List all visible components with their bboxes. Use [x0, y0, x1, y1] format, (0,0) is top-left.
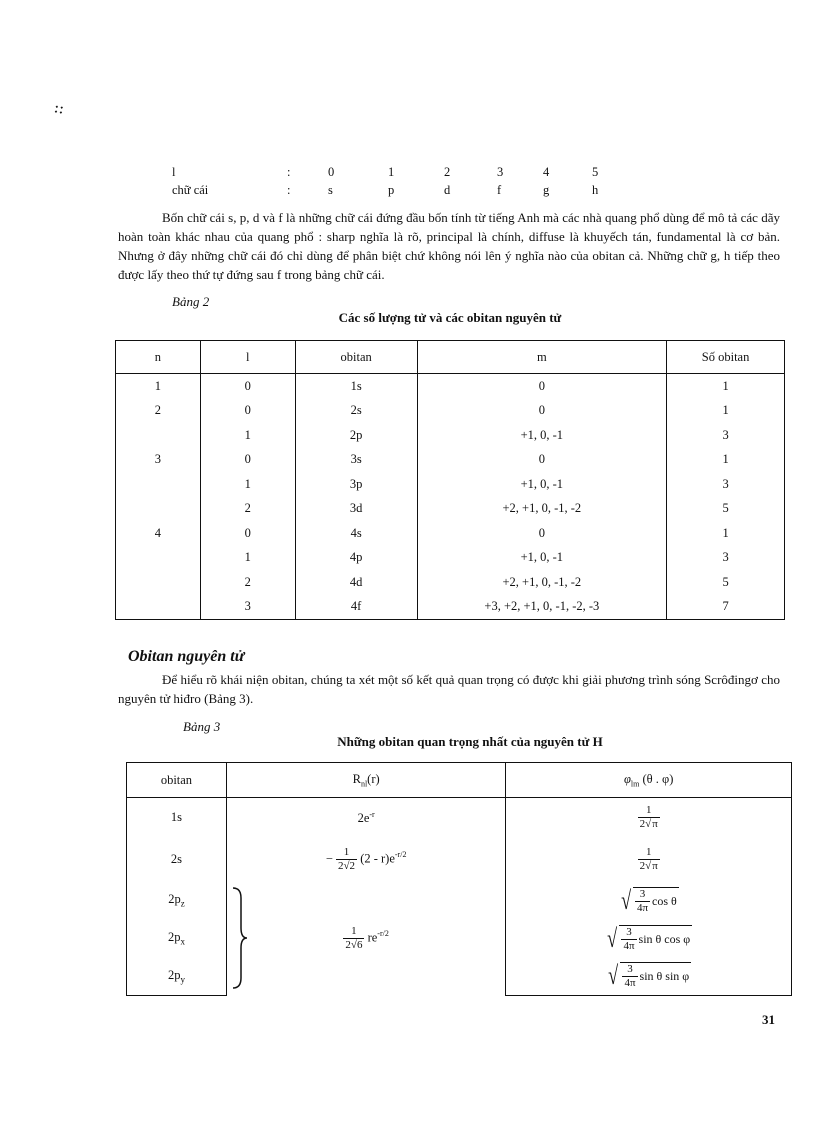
cell-orbital: 4s	[295, 521, 417, 546]
cell-m: +1, 0, -1	[417, 472, 667, 497]
orbital-subscript: z	[180, 898, 185, 909]
angular-cell	[506, 882, 792, 920]
cell-orbital: 4d	[295, 570, 417, 595]
radial-cell	[226, 882, 506, 996]
section-paragraph	[118, 670, 780, 708]
den-radicand: π	[652, 860, 658, 872]
den-coef: 2	[639, 860, 646, 872]
cell-orbital: 2s	[295, 399, 417, 424]
fraction-denominator: 2√π	[639, 860, 658, 872]
hydrogen-orbitals-table	[126, 762, 792, 996]
cell-l: 3	[200, 595, 295, 620]
table-row	[116, 448, 785, 473]
cell-l: 1	[200, 546, 295, 571]
formula-text: re	[367, 930, 378, 945]
angular-cell	[506, 798, 792, 838]
angular-cell	[506, 920, 792, 958]
quantum-numbers-table	[115, 340, 785, 620]
phi-subscript: lm	[630, 779, 640, 789]
fraction-denominator: 4π	[624, 977, 636, 990]
cell-n: 4	[116, 521, 201, 546]
table-row	[116, 521, 785, 546]
fraction-numerator: 1	[638, 846, 660, 860]
fraction-numerator: 1	[336, 846, 357, 860]
fraction-denominator: 4π	[623, 939, 635, 952]
cell-n	[116, 472, 201, 497]
mapping-colon: :	[287, 165, 291, 179]
table-row	[116, 570, 785, 595]
cell-l: 1	[200, 472, 295, 497]
radical: √ $\frac{3}{4\pi}$ sin θ sin φ	[608, 961, 690, 991]
table3-caption: Bảng 3	[183, 719, 221, 734]
cell-n: 1	[116, 374, 201, 399]
mapping-letter: d	[444, 183, 451, 197]
table-row	[116, 595, 785, 620]
table-row	[116, 546, 785, 571]
fraction	[621, 926, 636, 953]
table-row	[116, 399, 785, 424]
cell-n	[116, 546, 201, 571]
cell-l: 0	[200, 399, 295, 424]
table2-title: Các số lượng tử và các obitan nguyên tử	[338, 310, 562, 325]
table2-caption: Bảng 2	[172, 294, 210, 309]
orbital-cell: $2p_x$	[127, 920, 227, 958]
cell-count: 3	[667, 423, 785, 448]
cell-m: +3, +2, +1, 0, -1, -2, -3	[417, 595, 667, 620]
radical: √ $\frac{3}{4\pi}$ sin θ cos φ	[607, 923, 691, 953]
fraction	[638, 846, 660, 873]
table-header-row	[127, 763, 792, 798]
cell-n: 3	[116, 448, 201, 473]
page-number: 31	[762, 1012, 775, 1027]
mapping-value: 4	[543, 165, 550, 179]
phi-symbol: φ	[624, 771, 631, 786]
fraction-denominator: 4π	[636, 901, 648, 914]
trig-term: cos θ	[652, 893, 677, 908]
header-angular	[506, 763, 792, 798]
formula-text: 2e	[357, 810, 370, 825]
paragraph-text: Bốn chữ cái s, p, d và f là những chữ cái đứng đầu bốn tính từ tiếng Anh mà các nhà quang phổ dùng để mô tả các dãy hoàn toàn khác nhau của quang phổ : sharp nghĩa là rõ, principal là chính, diffuse là khuyếch tán, fundamental là cơ bản. Nhưng ở đây những chữ cái đó chỉ dùng để phân biệt chứ không nói lên ý nghĩa nào của obitan cả. Những chữ g, h tiếp theo được lấy theo thứ tự đứng sau f trong bảng chữ cái.	[118, 210, 780, 282]
mapping-value: 5	[592, 165, 599, 179]
table-row	[127, 838, 792, 882]
table3-title: Những obitan quan trọng nhất của nguyên tử H	[337, 734, 603, 749]
cell-count: 7	[667, 595, 785, 620]
radical: √ $\frac{3}{4\pi}$ cos θ	[620, 885, 677, 915]
mapping-letter: h	[592, 183, 599, 197]
cell-m: +1, 0, -1	[417, 546, 667, 571]
cell-n	[116, 497, 201, 522]
angular-cell	[506, 838, 792, 882]
cell-l: 0	[200, 448, 295, 473]
fraction-denominator: 2√6	[345, 939, 363, 951]
fraction-numerator: 3	[621, 926, 636, 940]
orbital-subscript: y	[180, 974, 185, 985]
cell-orbital: 2p	[295, 423, 417, 448]
header-orbital-count: Số obitan	[667, 341, 785, 374]
header-orbital: obitan	[127, 763, 227, 798]
table-row	[116, 423, 785, 448]
section-heading: Obitan nguyên tử	[128, 648, 245, 665]
radial-symbol: R	[352, 771, 361, 786]
formula-sign: −	[325, 851, 333, 866]
cell-n	[116, 423, 201, 448]
fraction	[635, 888, 650, 915]
orbital-letter-paragraph	[118, 208, 780, 284]
mapping-value: 3	[497, 165, 504, 179]
orbital-cell: $2p_z$	[127, 882, 227, 920]
cell-count: 1	[667, 374, 785, 399]
mapping-value: 2	[444, 165, 451, 179]
table-row	[116, 497, 785, 522]
table-row	[127, 798, 792, 838]
orbital-cell: 1s	[127, 798, 227, 838]
table-row	[116, 374, 785, 399]
cell-count: 3	[667, 546, 785, 571]
curly-brace-icon	[229, 886, 249, 990]
cell-count: 5	[667, 497, 785, 522]
cell-m: 0	[417, 399, 667, 424]
corner-stamp-mark: ⁘	[47, 97, 72, 123]
header-n: n	[116, 341, 201, 374]
table-header-row	[116, 341, 785, 374]
cell-l: 1	[200, 423, 295, 448]
mapping-letter: s	[328, 183, 333, 197]
cell-m: 0	[417, 374, 667, 399]
cell-n	[116, 570, 201, 595]
fraction-denominator: 2√2	[338, 860, 356, 872]
radial-cell	[226, 838, 506, 882]
mapping-value: 0	[328, 165, 335, 179]
radial-cell	[226, 798, 506, 838]
cell-l: 2	[200, 570, 295, 595]
header-radial	[226, 763, 506, 798]
fraction	[343, 925, 364, 952]
table2-body	[116, 374, 785, 620]
mapping-label-letters: chữ cái	[172, 183, 209, 197]
cell-m: +1, 0, -1	[417, 423, 667, 448]
orbital-subscript: x	[180, 936, 185, 947]
cell-orbital: 1s	[295, 374, 417, 399]
mapping-letter: g	[543, 183, 550, 197]
mapping-label-l: l	[172, 165, 176, 179]
cell-m: +2, +1, 0, -1, -2	[417, 497, 667, 522]
mapping-colon: :	[287, 183, 291, 197]
formula-exponent: -r/2	[377, 929, 389, 939]
cell-n	[116, 595, 201, 620]
cell-orbital: 4f	[295, 595, 417, 620]
den-coef: 2	[639, 818, 646, 831]
cell-count: 1	[667, 399, 785, 424]
cell-m: +2, +1, 0, -1, -2	[417, 570, 667, 595]
orbital-cell: 2s	[127, 838, 227, 882]
cell-count: 5	[667, 570, 785, 595]
cell-orbital: 3p	[295, 472, 417, 497]
cell-orbital: 3d	[295, 497, 417, 522]
fraction-numerator: 1	[638, 804, 660, 818]
fraction-numerator: 3	[622, 963, 637, 977]
trig-term: sin θ cos φ	[638, 931, 691, 946]
cell-orbital: 3s	[295, 448, 417, 473]
den-radicand: π	[652, 818, 658, 831]
header-l: l	[200, 341, 295, 374]
fraction	[638, 804, 660, 831]
formula-text: (2 - r)e	[360, 851, 395, 866]
cell-m: 0	[417, 521, 667, 546]
phi-argument: (θ . φ)	[642, 771, 674, 786]
fraction-numerator: 1	[343, 925, 364, 939]
table-row	[116, 472, 785, 497]
cell-l: 0	[200, 374, 295, 399]
radial-argument: (r)	[367, 771, 380, 786]
cell-count: 1	[667, 448, 785, 473]
trig-term: sin θ sin φ	[639, 969, 690, 984]
cell-l: 0	[200, 521, 295, 546]
paragraph-text: Để hiểu rõ khái niện obitan, chúng ta xét một số kết quả quan trọng có được khi giải phương trình sóng Scrôđingơ cho nguyên tử hiđro (Bảng 3).	[118, 672, 780, 706]
cell-n: 2	[116, 399, 201, 424]
mapping-value: 1	[388, 165, 395, 179]
mapping-letter: f	[497, 183, 502, 197]
cell-count: 3	[667, 472, 785, 497]
orbital-cell: $2p_y$	[127, 958, 227, 996]
cell-count: 1	[667, 521, 785, 546]
formula-exponent: -r/2	[394, 850, 407, 860]
table-row	[127, 882, 792, 920]
fraction	[336, 846, 357, 873]
header-m: m	[417, 341, 667, 374]
cell-l: 2	[200, 497, 295, 522]
formula-exponent: -r	[369, 809, 375, 819]
fraction-denominator: 2√π	[639, 818, 658, 831]
radial-subscript: nl	[360, 779, 368, 789]
angular-cell	[506, 958, 792, 996]
header-orbital: obitan	[295, 341, 417, 374]
fraction	[622, 963, 637, 990]
mapping-letter: p	[388, 183, 395, 197]
cell-m: 0	[417, 448, 667, 473]
fraction-numerator: 3	[635, 888, 650, 902]
cell-orbital: 4p	[295, 546, 417, 571]
